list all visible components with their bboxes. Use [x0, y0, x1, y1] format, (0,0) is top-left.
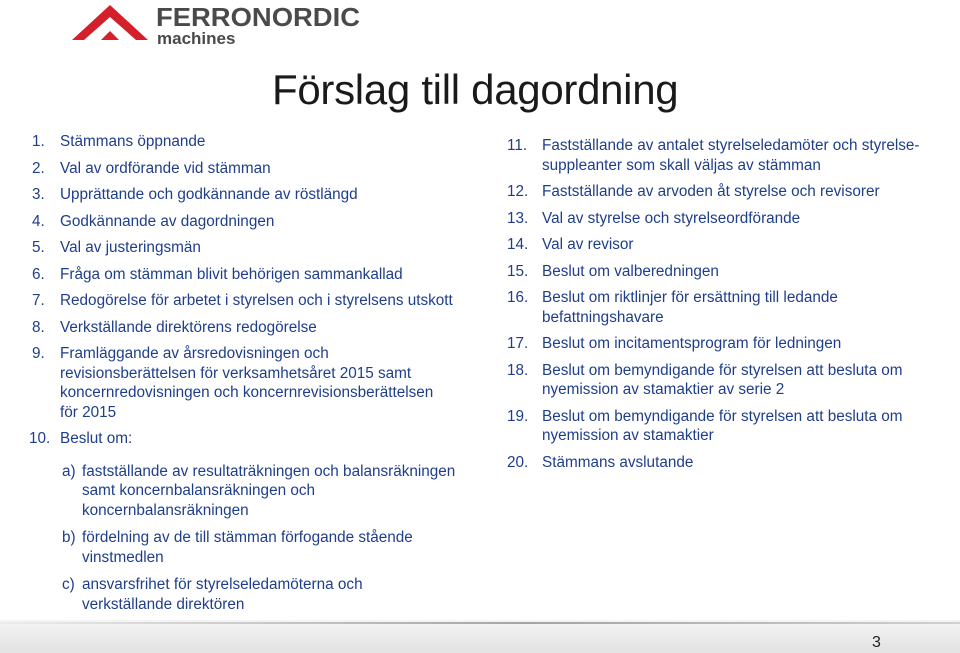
agenda-item-text: Fastställande av antalet styrelseledamöter och styrelse-suppleanter som skall väljas av stämman: [542, 137, 920, 174]
agenda-item-text: Val av ordförande vid stämman: [60, 159, 271, 177]
agenda-item-number: 15.: [507, 262, 529, 280]
agenda-item-text: Stämmans avslutande: [542, 453, 694, 471]
agenda-item-text: Beslut om bemyndigande för styrelsen att besluta om nyemission av stamaktier av serie 2: [542, 361, 903, 398]
agenda-item: [507, 288, 947, 327]
agenda-item-text: Beslut om riktlinjer för ersättning till ledande befattningshavare: [542, 289, 838, 326]
agenda-item-number: 12.: [507, 183, 529, 200]
agenda-item-text: Val av revisor: [542, 236, 634, 253]
agenda-item-number: 18.: [507, 361, 529, 379]
agenda-item-text: Upprättande och godkännande av röstlängd: [60, 186, 358, 203]
agenda-item: [507, 136, 947, 175]
agenda-sub-item-label: c): [62, 576, 75, 593]
agenda-item: [507, 262, 947, 282]
agenda-item-text: Val av justeringsmän: [60, 239, 201, 256]
agenda-item: [32, 344, 472, 422]
agenda-item-text: Beslut om valberedningen: [542, 262, 719, 280]
agenda-item-text: Framläggande av årsredovisningen och revisionsberättelsen för verksamhetsåret 2015 samt koncernredovisningen och koncernrevisionsberättelsen för 2015: [60, 345, 434, 421]
agenda-item-text: Stämmans öppnande: [60, 133, 206, 150]
agenda-item: [32, 318, 472, 338]
agenda-item-text: Fråga om stämman blivit behörigen sammankallad: [60, 265, 403, 283]
agenda-item-number: 7.: [32, 292, 45, 309]
agenda-item-text: Godkännande av dagordningen: [60, 212, 275, 230]
agenda-item: [32, 212, 472, 232]
footer-divider: [0, 622, 960, 624]
agenda-item-text: Beslut om bemyndigande för styrelsen att besluta om nyemission av stamaktier: [542, 407, 903, 444]
agenda-item: [32, 132, 472, 152]
agenda-item-number: 19.: [507, 407, 529, 425]
agenda-item: [507, 334, 947, 354]
agenda-item: [32, 185, 472, 205]
agenda-sub-item-label: b): [62, 529, 76, 546]
agenda-sub-item: [62, 462, 472, 521]
agenda-item-number: 17.: [507, 335, 529, 352]
logo-sub-text: machines: [157, 29, 236, 48]
agenda-item-number: 9.: [32, 345, 45, 362]
agenda-item-number: 8.: [32, 318, 45, 336]
agenda-item-number: 3.: [32, 186, 45, 203]
agenda-sub-item-text: ansvarsfrihet för styrelseledamöterna och verkställande direktören: [82, 576, 363, 613]
agenda-item-text: Verkställande direktörens redogörelse: [60, 318, 317, 336]
agenda-item-number: 1.: [32, 133, 45, 150]
page-number: 3: [872, 634, 881, 651]
agenda-left-column: [29, 132, 472, 614]
agenda-item: [32, 291, 472, 311]
footer-bar: [0, 620, 960, 653]
agenda-item: [32, 159, 472, 179]
agenda-item-text: Redogörelse för arbetet i styrelsen och i styrelsens utskott: [60, 292, 453, 309]
agenda-item: [507, 407, 947, 446]
agenda-item-number: 16.: [507, 289, 529, 306]
agenda-item: [32, 238, 472, 258]
agenda-item: [29, 429, 472, 449]
agenda-item-number: 11.: [507, 137, 528, 154]
agenda-item: [507, 361, 947, 400]
agenda-sub-item-label: a): [62, 462, 76, 480]
agenda-item-number: 10.: [29, 430, 51, 447]
agenda-item-number: 6.: [32, 265, 45, 283]
agenda-item-number: 13.: [507, 209, 529, 227]
company-logo: [72, 2, 372, 48]
agenda-item-number: 14.: [507, 236, 529, 253]
agenda-item-text: Fastställande av arvoden åt styrelse och revisorer: [542, 183, 880, 200]
agenda-item-number: 4.: [32, 212, 45, 230]
agenda-item-text: Beslut om incitamentsprogram för ledningen: [542, 335, 842, 352]
agenda-item-number: 5.: [32, 239, 45, 256]
logo-roof-mark-inner: [101, 31, 119, 40]
agenda-item: [32, 265, 472, 285]
ferronordic-logo-graphic: [72, 2, 372, 48]
agenda-sub-item: [62, 528, 472, 567]
agenda-right-column: [507, 132, 947, 472]
agenda-sub-item-text: fördelning av de till stämman förfogande stående vinstmedlen: [82, 529, 413, 566]
agenda-sub-item: [62, 575, 472, 614]
agenda-item: [507, 209, 947, 229]
agenda-item-number: 2.: [32, 159, 45, 177]
agenda-item-text: Beslut om:: [60, 430, 133, 447]
agenda-item: [507, 235, 947, 255]
agenda-item: [507, 182, 947, 202]
agenda-sub-item-text: fastställande av resultaträkningen och balansräkningen samt koncernbalansräkningen och koncernbalansräkningen: [82, 462, 456, 519]
agenda-item-number: 20.: [507, 453, 529, 471]
agenda-item-text: Val av styrelse och styrelseordförande: [542, 209, 801, 227]
logo-brand-text: FERRONORDIC: [156, 2, 361, 32]
agenda-item: [507, 453, 947, 473]
page-title: Förslag till dagordning: [272, 66, 679, 113]
